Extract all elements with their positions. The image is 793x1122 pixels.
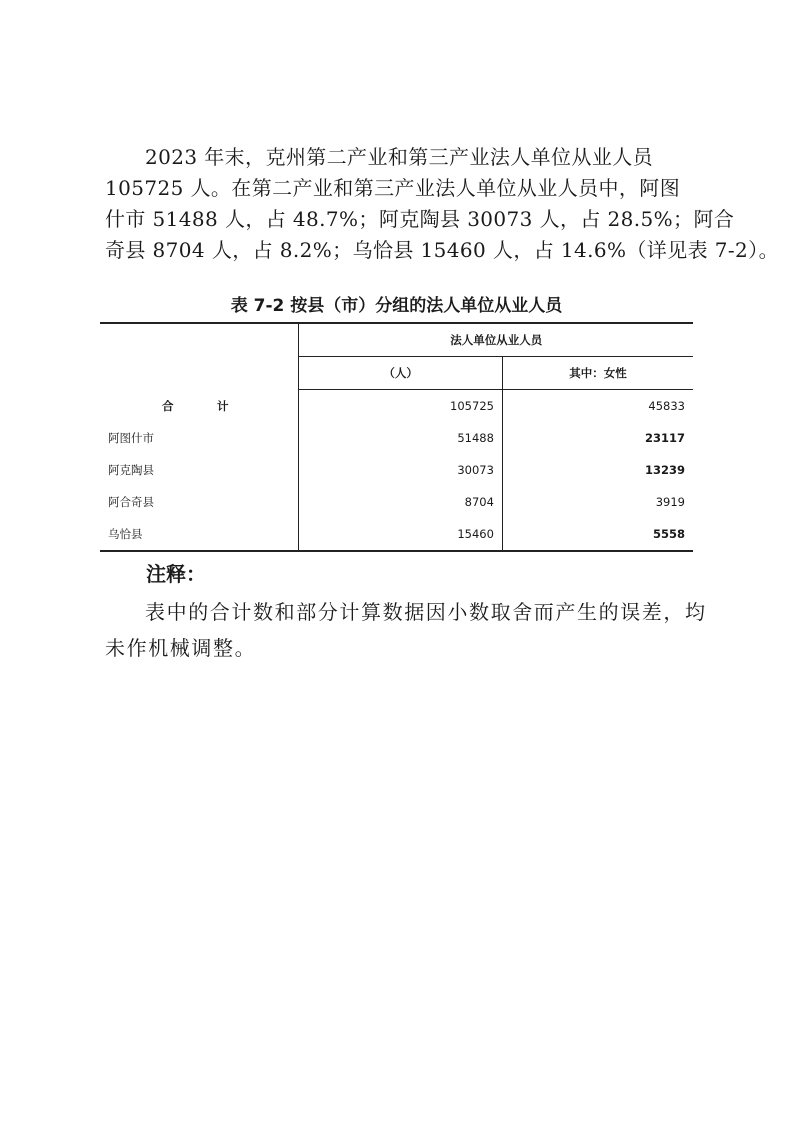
header-female: 其中：女性 xyxy=(502,357,693,390)
row-female: 45833 xyxy=(502,390,693,423)
employment-table xyxy=(100,322,693,552)
table-row xyxy=(100,518,693,551)
header-unit: （人） xyxy=(299,357,503,390)
notes-line: 未作机械调整。 xyxy=(105,636,257,660)
row-label: 合 计 xyxy=(161,398,245,413)
row-label: 阿合奇县 xyxy=(108,495,154,509)
table-header-row xyxy=(100,323,693,357)
notes-title: 注释： xyxy=(146,562,206,586)
notes-line: 表中的合计数和部分计算数据因小数取舍而产生的误差，均 xyxy=(145,600,707,624)
row-label: 阿克陶县 xyxy=(108,463,154,477)
paragraph-line: 奇县 8704 人，占 8.2%；乌恰县 15460 人，占 14.6%（详见表 7-2）。 xyxy=(105,238,779,262)
row-total: 8704 xyxy=(299,486,503,518)
row-total: 51488 xyxy=(299,422,503,454)
table-caption: 表 7-2 按县（市）分组的法人单位从业人员 xyxy=(230,296,563,316)
table-row xyxy=(100,390,693,423)
table-row xyxy=(100,422,693,454)
notes-body xyxy=(105,594,707,666)
row-female: 5558 xyxy=(502,518,693,551)
row-total: 30073 xyxy=(299,454,503,486)
row-female: 23117 xyxy=(502,422,693,454)
row-female: 3919 xyxy=(502,486,693,518)
header-blank-cell xyxy=(100,323,299,390)
row-label: 阿图什市 xyxy=(108,431,154,445)
header-group: 法人单位从业人员 xyxy=(299,323,693,357)
paragraph-line: 什市 51488 人，占 48.7%；阿克陶县 30073 人，占 28.5%；阿合 xyxy=(105,207,735,231)
paragraph-line: 105725 人。在第二产业和第三产业法人单位从业人员中，阿图 xyxy=(105,176,681,200)
table-row xyxy=(100,454,693,486)
row-female: 13239 xyxy=(502,454,693,486)
summary-paragraph xyxy=(105,142,779,266)
row-total: 15460 xyxy=(299,518,503,551)
table-row xyxy=(100,486,693,518)
paragraph-line: 2023 年末，克州第二产业和第三产业法人单位从业人员 xyxy=(145,145,654,169)
row-label: 乌恰县 xyxy=(100,518,299,551)
row-total: 105725 xyxy=(299,390,503,423)
